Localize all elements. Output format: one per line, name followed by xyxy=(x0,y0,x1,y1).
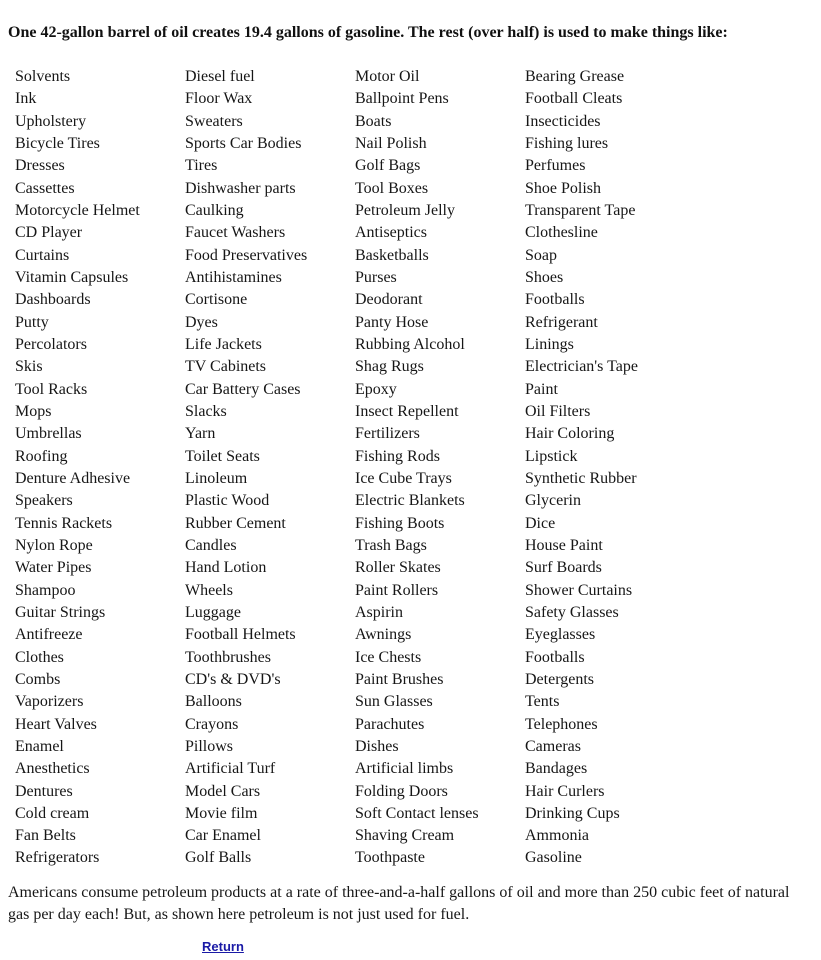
product-item: Water Pipes xyxy=(15,559,92,577)
product-item: Tool Racks xyxy=(15,380,88,398)
product-item: Yarn xyxy=(185,425,216,443)
product-item: Transparent Tape xyxy=(525,201,636,219)
product-item: Trash Bags xyxy=(355,536,427,554)
product-item: Antihistamines xyxy=(185,268,282,286)
product-item: Purses xyxy=(355,268,397,286)
product-item: Electric Blankets xyxy=(355,492,465,510)
product-item: Caulking xyxy=(185,201,244,219)
product-item: Pillows xyxy=(185,737,234,755)
product-item: Plastic Wood xyxy=(185,492,270,510)
product-item: Fertilizers xyxy=(355,425,420,443)
product-item: Surf Boards xyxy=(525,559,602,577)
product-item: Shoe Polish xyxy=(525,179,602,197)
page-heading: One 42-gallon barrel of oil creates 19.4 gallons of gasoline. The rest (over half) is used to make things like: xyxy=(8,24,728,41)
product-item: Golf Balls xyxy=(185,849,252,867)
product-item: Footballs xyxy=(525,291,585,309)
product-item: Vaporizers xyxy=(15,693,84,711)
product-item: Fan Belts xyxy=(15,827,76,845)
product-item: Soft Contact lenses xyxy=(355,804,479,822)
product-item: Dyes xyxy=(185,313,218,331)
product-item: Dice xyxy=(525,514,556,532)
product-item: Faucet Washers xyxy=(185,224,286,242)
product-item: Diesel fuel xyxy=(185,68,255,85)
product-item: Clothesline xyxy=(525,224,598,242)
product-item: Motorcycle Helmet xyxy=(15,201,140,219)
product-item: Heart Valves xyxy=(15,715,97,733)
product-item: Ammonia xyxy=(525,827,589,845)
product-item: Gasoline xyxy=(525,849,582,867)
product-item: Footballs xyxy=(525,648,585,666)
product-item: Toilet Seats xyxy=(185,447,260,465)
product-item: Rubber Cement xyxy=(185,514,286,532)
product-item: Enamel xyxy=(15,737,64,755)
product-item: Solvents xyxy=(15,68,71,85)
product-item: Dresses xyxy=(15,157,65,175)
product-item: Panty Hose xyxy=(355,313,429,331)
product-item: Denture Adhesive xyxy=(15,469,131,487)
product-item: Combs xyxy=(15,670,61,688)
product-item: Petroleum Jelly xyxy=(355,201,455,219)
product-item: Paint Brushes xyxy=(355,670,444,688)
product-item: House Paint xyxy=(525,536,603,554)
product-item: Guitar Strings xyxy=(15,603,106,621)
product-item: Drinking Cups xyxy=(525,804,620,822)
product-item: Tool Boxes xyxy=(355,179,429,197)
product-item: Lipstick xyxy=(525,447,578,465)
product-item: Detergents xyxy=(525,670,595,688)
product-item: Skis xyxy=(15,358,43,376)
product-item: Food Preservatives xyxy=(185,246,308,264)
product-item: Hand Lotion xyxy=(185,559,267,577)
product-item: Toothbrushes xyxy=(185,648,271,666)
product-item: Cameras xyxy=(525,737,581,755)
product-item: Shampoo xyxy=(15,581,76,599)
product-item: Speakers xyxy=(15,492,73,510)
product-item: Shower Curtains xyxy=(525,581,633,599)
product-item: Dishwasher parts xyxy=(185,179,296,197)
product-item: Hair Curlers xyxy=(525,782,605,800)
product-item: Ice Cube Trays xyxy=(355,469,452,487)
product-item: Eyeglasses xyxy=(525,626,596,644)
product-item: Floor Wax xyxy=(185,90,253,108)
product-item: Epoxy xyxy=(355,380,397,398)
product-item: Bicycle Tires xyxy=(15,134,100,152)
product-item: Clothes xyxy=(15,648,64,666)
product-item: Ice Chests xyxy=(355,648,422,666)
product-item: Roofing xyxy=(15,447,68,465)
product-item: Candles xyxy=(185,536,237,554)
product-item: Rubbing Alcohol xyxy=(355,335,465,353)
product-item: Luggage xyxy=(185,603,241,621)
product-item: Glycerin xyxy=(525,492,581,510)
product-item: Antiseptics xyxy=(355,224,427,242)
products-column-2 xyxy=(185,66,307,870)
product-item: Refrigerant xyxy=(525,313,598,331)
product-item: Linings xyxy=(525,335,574,353)
product-item: Paint Rollers xyxy=(355,581,439,599)
product-item: Boats xyxy=(355,112,392,130)
product-item: Fishing lures xyxy=(525,134,609,152)
products-column-3 xyxy=(355,66,479,870)
product-item: Tires xyxy=(185,157,218,175)
product-item: Mops xyxy=(15,402,52,420)
product-item: Shag Rugs xyxy=(355,358,424,376)
product-item: Vitamin Capsules xyxy=(15,268,129,286)
product-item: Toothpaste xyxy=(355,849,425,867)
product-item: Balloons xyxy=(185,693,242,711)
product-item: Refrigerators xyxy=(15,849,100,867)
product-item: Dentures xyxy=(15,782,73,800)
product-item: Anesthetics xyxy=(15,760,90,778)
product-item: Cold cream xyxy=(15,804,90,822)
product-item: Fishing Rods xyxy=(355,447,440,465)
product-item: Insecticides xyxy=(525,112,601,130)
product-item: Bearing Grease xyxy=(525,68,625,85)
product-item: Dashboards xyxy=(15,291,91,309)
product-item: Car Battery Cases xyxy=(185,380,301,398)
product-item: Nylon Rope xyxy=(15,536,93,554)
product-item: Movie film xyxy=(185,804,258,822)
product-item: Sun Glasses xyxy=(355,693,433,711)
product-item: Nail Polish xyxy=(355,134,427,152)
product-item: Artificial limbs xyxy=(355,760,454,778)
product-item: Golf Bags xyxy=(355,157,421,175)
product-item: Shoes xyxy=(525,268,564,286)
product-item: TV Cabinets xyxy=(185,358,267,376)
return-link[interactable]: Return xyxy=(202,939,244,954)
product-item: Putty xyxy=(15,313,49,331)
product-item: Tents xyxy=(525,693,560,711)
product-item: Soap xyxy=(525,246,557,264)
product-item: Curtains xyxy=(15,246,70,264)
product-item: Sweaters xyxy=(185,112,243,130)
product-item: Car Enamel xyxy=(185,827,261,845)
product-item: Cassettes xyxy=(15,179,75,197)
product-item: Model Cars xyxy=(185,782,261,800)
product-item: Life Jackets xyxy=(185,335,262,353)
product-item: Telephones xyxy=(525,715,598,733)
product-item: CD's & DVD's xyxy=(185,670,281,688)
product-item: Hair Coloring xyxy=(525,425,615,443)
product-item: Antifreeze xyxy=(15,626,83,644)
product-item: Upholstery xyxy=(15,112,87,130)
product-item: Motor Oil xyxy=(355,68,420,85)
product-item: Basketballs xyxy=(355,246,429,264)
product-item: Football Helmets xyxy=(185,626,296,644)
product-item: Oil Filters xyxy=(525,402,591,420)
product-item: Awnings xyxy=(355,626,412,644)
product-item: Insect Repellent xyxy=(355,402,459,420)
product-item: Percolators xyxy=(15,335,87,353)
products-column-1 xyxy=(15,66,140,870)
product-item: Electrician's Tape xyxy=(525,358,638,376)
product-item: Safety Glasses xyxy=(525,603,619,621)
product-item: Tennis Rackets xyxy=(15,514,113,532)
products-columns xyxy=(15,66,815,871)
product-item: Parachutes xyxy=(355,715,425,733)
product-item: Ink xyxy=(15,90,37,108)
product-item: Football Cleats xyxy=(525,90,623,108)
product-item: CD Player xyxy=(15,224,83,242)
footer-text: Americans consume petroleum products at a rate of three-and-a-half gallons of oil and more than 250 cubic feet of natural gas per day each! But, as shown here petroleum is not just used for fuel. xyxy=(8,884,790,923)
product-item: Roller Skates xyxy=(355,559,441,577)
product-item: Cortisone xyxy=(185,291,248,309)
product-item: Dishes xyxy=(355,737,399,755)
product-item: Perfumes xyxy=(525,157,586,175)
product-item: Linoleum xyxy=(185,469,248,487)
product-item: Slacks xyxy=(185,402,227,420)
product-item: Aspirin xyxy=(355,603,403,621)
product-item: Umbrellas xyxy=(15,425,82,443)
product-item: Wheels xyxy=(185,581,233,599)
product-item: Artificial Turf xyxy=(185,760,276,778)
products-column-4 xyxy=(525,66,638,870)
product-item: Folding Doors xyxy=(355,782,448,800)
product-item: Ballpoint Pens xyxy=(355,90,449,108)
product-item: Bandages xyxy=(525,760,588,778)
product-item: Deodorant xyxy=(355,291,423,309)
product-item: Paint xyxy=(525,380,558,398)
product-item: Crayons xyxy=(185,715,239,733)
product-item: Fishing Boots xyxy=(355,514,445,532)
product-item: Shaving Cream xyxy=(355,827,455,845)
product-item: Synthetic Rubber xyxy=(525,469,637,487)
product-item: Sports Car Bodies xyxy=(185,134,302,152)
